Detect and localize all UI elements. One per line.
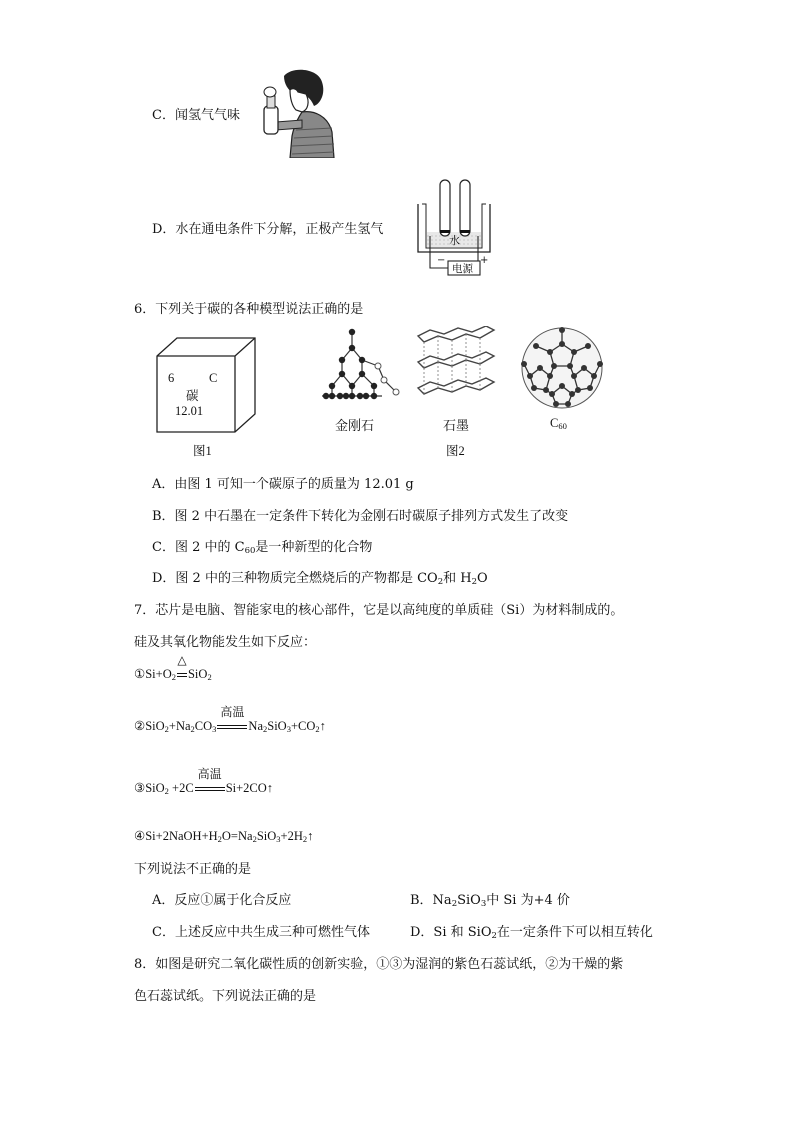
q7-stem-line2: 硅及其氧化物能发生如下反应： xyxy=(134,635,317,650)
q7-option-b: B．$Na_2SiO_3$中 Si 为+4 价 xyxy=(410,893,570,909)
element-atomic-mass: 12.01 xyxy=(175,404,204,418)
element-atomic-number: 6 xyxy=(168,371,175,385)
power-source-label: 电源 xyxy=(452,263,473,275)
q6-option-d: D．图 2 中的三种物质完全燃烧后的产物都是 $CO_2$和 $H_2O$ xyxy=(152,571,488,587)
q6-option-a: A．由图 1 可知一个碳原子的质量为 12.01 g xyxy=(152,477,414,492)
smelling-gas-figure xyxy=(262,66,336,158)
element-name: 碳 xyxy=(186,389,199,403)
water-label: 水 xyxy=(449,234,460,247)
q7-option-d: D．Si 和 SiO$_2$在一定条件下可以相互转化 xyxy=(410,925,653,941)
graphite-label: 石墨 xyxy=(443,419,470,434)
q7-ask: 下列说法不正确的是 xyxy=(134,862,252,877)
diamond-structure-figure xyxy=(322,326,402,404)
q7-stem-line1: 7．芯片是电脑、智能家电的核心部件，它是以高纯度的单质硅（Si）为材料制成的。 xyxy=(134,603,624,618)
c60-fullerene-figure xyxy=(518,324,606,412)
q7-option-c: C．上述反应中共生成三种可燃性气体 xyxy=(152,925,370,940)
q6-stem: 6．下列关于碳的各种模型说法正确的是 xyxy=(134,302,364,317)
positive-terminal-label: + xyxy=(480,255,489,266)
q6-option-b: B．图 2 中石墨在一定条件下转化为金刚石时碳原子排列方式发生了改变 xyxy=(152,509,569,524)
q5-option-d: D．水在通电条件下分解，正极产生氢气 xyxy=(152,222,384,237)
diamond-label: 金刚石 xyxy=(335,419,375,434)
carbon-element-cube-figure xyxy=(155,336,259,436)
figure-2-caption: 图2 xyxy=(446,444,465,458)
element-symbol: C xyxy=(209,371,218,385)
reaction-4: $④Si+2NaOH+H_2O=Na_2SiO_3+2H_2↑$ xyxy=(134,829,314,844)
c60-label: $C_{60}$ xyxy=(550,416,567,431)
q6-option-c: C．图 2 中的 $C_{60}$是一种新型的化合物 xyxy=(152,540,373,556)
q5-option-c: C．闻氢气气味 xyxy=(152,108,240,123)
reaction-1: $①Si+O_2$ △ SiO$_2$ xyxy=(134,653,212,682)
graphite-structure-figure xyxy=(414,326,496,408)
negative-terminal-label: − xyxy=(437,255,446,266)
q8-stem-line2: 色石蕊试纸。下列说法正确的是 xyxy=(134,989,317,1004)
q8-stem-line1: 8．如图是研究二氧化碳性质的创新实验，①③为湿润的紫色石蕊试纸，②为干燥的紫 xyxy=(134,957,624,972)
reaction-3: ③SiO$_2$ +2C 高温 Si+2CO↑ xyxy=(134,767,274,796)
q7-option-a: A．反应①属于化合反应 xyxy=(152,893,292,908)
reaction-2: $②SiO_2+Na_2CO_3$ 高温 $Na_2SiO_3+CO_2↑$ xyxy=(134,705,326,734)
figure-1-caption: 图1 xyxy=(193,444,212,458)
